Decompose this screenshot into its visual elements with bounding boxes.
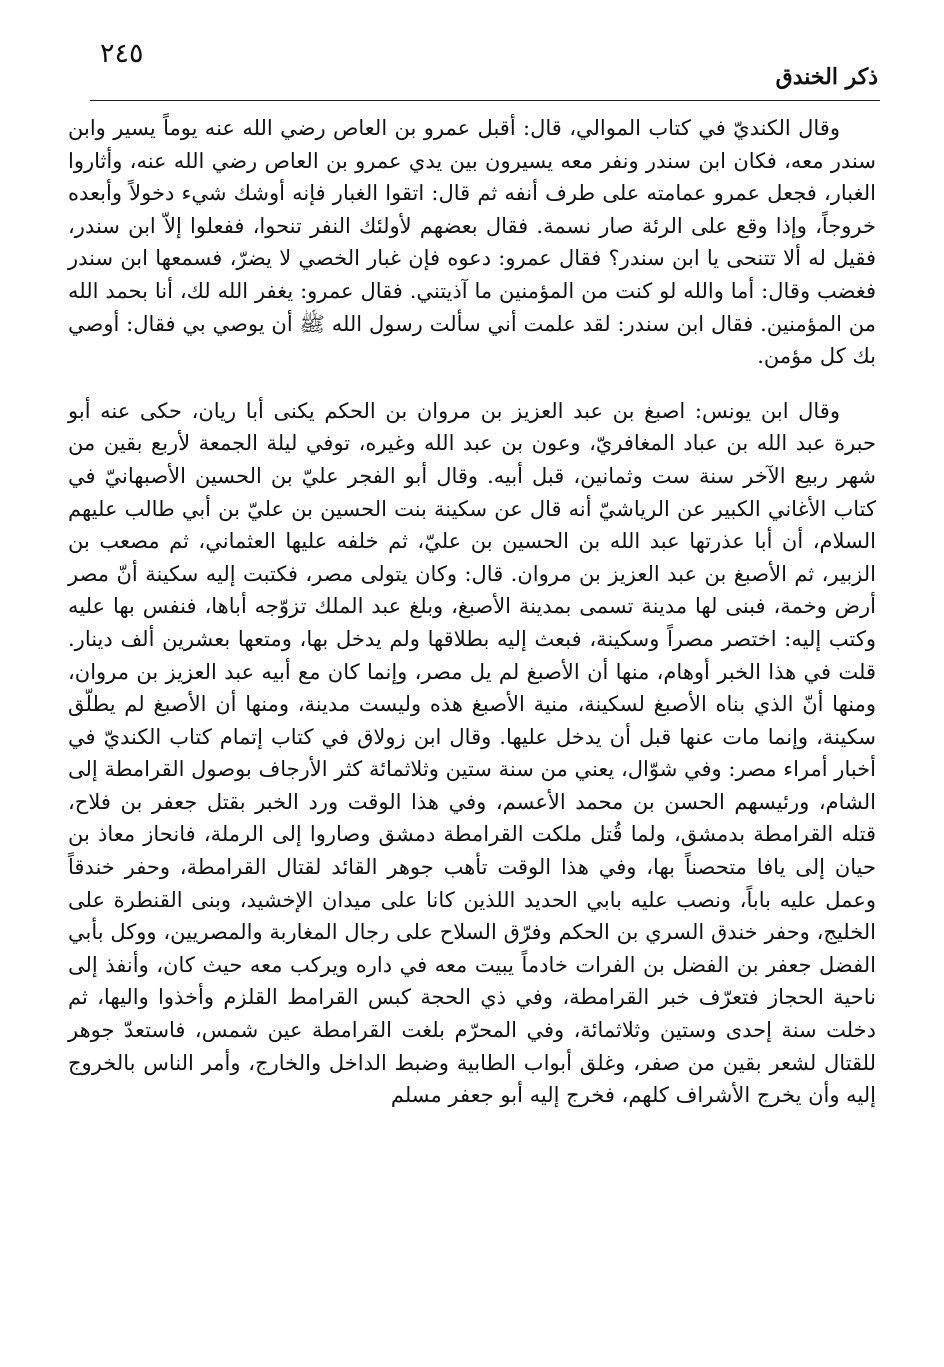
page-number: ٢٤٥ [100, 38, 144, 69]
paragraph-1: وقال الكنديّ في كتاب الموالي، قال: أقبل عمرو بن العاص رضي الله عنه يوماً يسير وابن سندر معه، فكان ابن سندر ونفر معه يسيرون بين يدي عمرو بن العاص رضي الله عنه، وأثاروا الغبار، فجعل عمرو عمامته على طرف أنفه ثم قال: اتقوا الغبار فإنه أوشك شيء دخولاً وأبعده خروجاً، وإذا وقع على الرئة صار نسمة. فقال بعضهم لأولئك النفر تنحوا، ففعلوا إلاّ ابن سندر، فقيل له ألا تتنحى يا ابن سندر؟ فقال عمرو: دعوه فإن غبار الخصي لا يضرّ، فسمعها ابن سندر فغضب وقال: أما والله لو كنت من المؤمنين ما آذيتني. فقال عمرو: يغفر الله لك، أنا بحمد الله من المؤمنين. فقال ابن سندر: لقد علمت أني سألت رسول الله ﷺ أن يوصي بي فقال: أوصي بك كل مؤمن. [68, 116, 876, 369]
header-divider [90, 100, 880, 101]
running-header-title: ذكر الخندق [775, 64, 878, 90]
paragraph-2: وقال ابن يونس: اصبغ بن عبد العزيز بن مروان بن الحكم يكنى أبا ريان، حكى عنه أبو حبرة عبد الله بن عباد المغافريّ، وعون بن عبد الله وغيره، توفي ليلة الجمعة لأربع بقين من شهر ربيع الآخر سنة ست وثمانين، قبل أبيه. وقال أبو الفجر عليّ بن الحسين الأصبهانيّ في كتاب الأغاني الكبير عن الرياشيّ أنه قال عن سكينة بنت الحسين بن عليّ بن أبي طالب عليهم السلام، أن أبا عذرتها عبد الله بن الحسين بن عليّ، ثم خلفه عليها العثماني، ثم مصعب بن الزبير، ثم الأصبغ بن عبد العزيز بن مروان. قال: وكان يتولى مصر، فكتبت إليه سكينة أنّ مصر أرض وخمة، فبنى لها مدينة تسمى بمدينة الأصبغ، وبلغ عبد الملك تزوّجه أباها، فنفس بها عليه وكتب إليه: اختصر مصراً وسكينة، فبعث إليه بطلاقها ولم يدخل بها، ومتعها بعشرين ألف دينار. قلت في هذا الخبر أوهام، منها أن الأصبغ لم يل مصر، وإنما كان مع أبيه عبد العزيز بن مروان، ومنها أنّ الذي بناه الأصبغ لسكينة، منية الأصبغ هذه وليست مدينة، ومنها أن الأصبغ لم يطلّق سكينة، وإنما مات عنها قبل أن يدخل عليها. وقال ابن زولاق في كتاب إتمام كتاب الكنديّ في أخبار أمراء مصر: وفي شوّال، يعني من سنة ستين وثلاثمائة كثر الأرجاف بوصول القرامطة إلى الشام، ورئيسهم الحسن بن محمد الأعسم، وفي هذا الوقت ورد الخبر بقتل جعفر بن فلاح، قتله القرامطة بدمشق، ولما قُتل ملكت القرامطة دمشق وصاروا إلى الرملة، فانحاز معاذ بن حيان إلى يافا متحصناً بها، وفي هذا الوقت تأهب جوهر القائد لقتال القرامطة، وحفر خندقاً وعمل عليه باباً، ونصب عليه بابي الحديد اللذين كانا على ميدان الإخشيد، وبنى القنطرة على الخليج، وحفر خندق السري بن الحكم وفرّق السلاح على رجال المغاربة والمصريين، ووكل بأبي الفضل جعفر بن الفضل بن الفرات خادماً يبيت معه في داره ويركب معه حيث كان، وأنفذ إلى ناحية الحجاز فتعرّف خبر القرامطة، وفي ذي الحجة كبس القرامط القلزم وأخذوا واليها، ثم دخلت سنة إحدى وستين وثلاثمائة، وفي المحرّم بلغت القرامطة عين شمس، فاستعدّ جوهر للقتال لشعر بقين من صفر، وغلق أبواب الطابية وضبط الداخل والخارج، وأمر الناس بالخروج إليه وأن يخرج الأشراف كلهم، فخرج إليه أبو جعفر مسلم [68, 398, 876, 1108]
page-body [68, 112, 876, 1112]
